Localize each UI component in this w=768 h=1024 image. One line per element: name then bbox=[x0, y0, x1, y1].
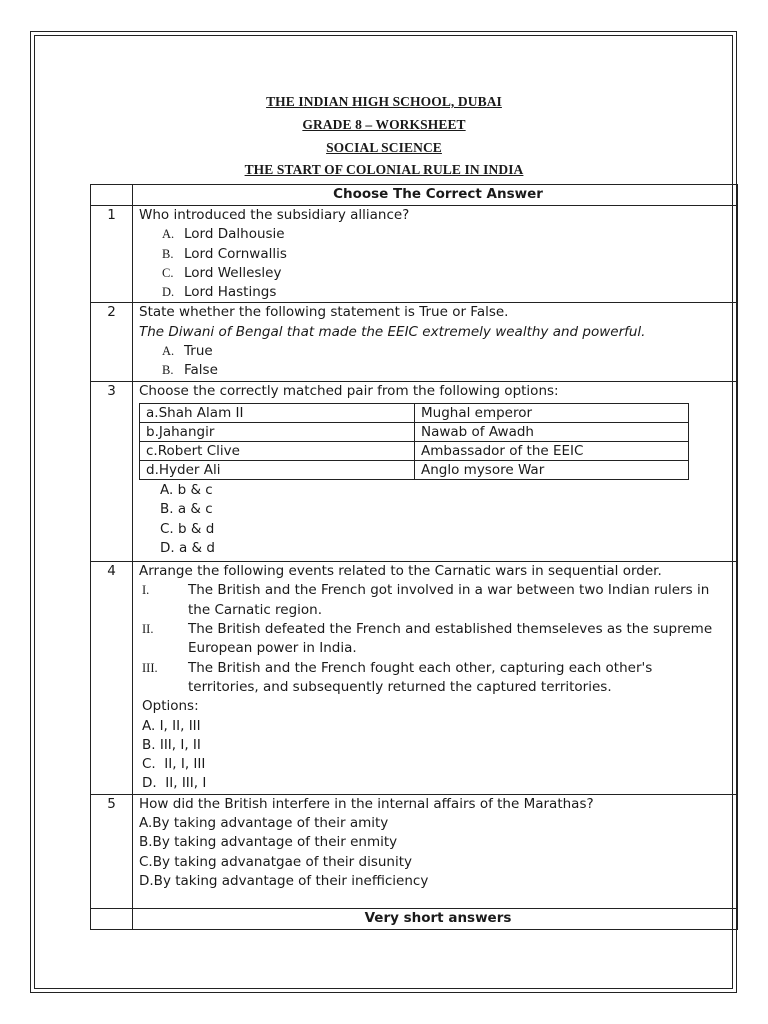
answer-option: D.By taking advantage of their inefficiency bbox=[139, 872, 429, 889]
answer-option: C. Lord Wellesley bbox=[162, 264, 282, 281]
answer-option: A. Lord Dalhousie bbox=[162, 226, 285, 243]
answer-option: A. b & c bbox=[160, 481, 213, 498]
subject-title: SOCIAL SCIENCE bbox=[326, 140, 442, 155]
question-number: 2 bbox=[91, 303, 133, 381]
pair-row: b.Jahangir Nawab of Awadh bbox=[140, 422, 689, 441]
school-name: THE INDIAN HIGH SCHOOL, DUBAI bbox=[266, 94, 502, 109]
question-text: State whether the following statement is True or False. bbox=[139, 304, 509, 321]
answer-option: C.By taking advanatgae of their disunity bbox=[139, 853, 413, 870]
pair-row: a.Shah Alam II Mughal emperor bbox=[140, 403, 689, 422]
answer-option: B. False bbox=[162, 362, 218, 379]
worksheet-table bbox=[90, 184, 738, 930]
question-row bbox=[91, 303, 738, 381]
answer-option: C. b & d bbox=[160, 520, 215, 537]
statement-text: The Diwani of Bengal that made the EEIC extremely wealthy and powerful. bbox=[139, 323, 646, 340]
question-number: 4 bbox=[91, 562, 133, 795]
answer-option: C. II, I, III bbox=[142, 756, 206, 773]
options-label: Options: bbox=[142, 698, 199, 715]
section-header-row bbox=[91, 908, 738, 929]
answer-option: D. Lord Hastings bbox=[162, 284, 277, 301]
answer-option: B.By taking advantage of their enmity bbox=[139, 834, 398, 851]
answer-option: D. II, III, I bbox=[142, 775, 207, 792]
question-row bbox=[91, 206, 738, 303]
answer-option: A.By taking advantage of their amity bbox=[139, 815, 389, 832]
question-row bbox=[91, 381, 738, 561]
question-text: Choose the correctly matched pair from the following options: bbox=[139, 382, 559, 399]
event-item: I. The British and the French got involved in a war between two Indian rulers in the Carnatic region. bbox=[142, 582, 710, 618]
answer-option: A. I, II, III bbox=[142, 717, 201, 734]
matching-pairs-table bbox=[139, 403, 689, 480]
answer-option: B. a & c bbox=[160, 501, 213, 518]
answer-option: B. Lord Cornwallis bbox=[162, 245, 287, 262]
section-title: Very short answers bbox=[364, 909, 512, 926]
event-item: II. The British defeated the French and established themseleves as the supreme European power in India. bbox=[142, 621, 713, 657]
section-header-row bbox=[91, 185, 738, 206]
question-row bbox=[91, 794, 738, 908]
event-item: III. The British and the French fought each other, capturing each other's territories, and subsequently returned the captured territories. bbox=[142, 659, 653, 695]
answer-option: D. a & d bbox=[160, 539, 215, 556]
question-text: Who introduced the subsidiary alliance? bbox=[139, 207, 410, 223]
question-row bbox=[91, 562, 738, 795]
answer-option: B. III, I, II bbox=[142, 736, 201, 753]
question-number: 1 bbox=[91, 206, 133, 303]
question-number: 5 bbox=[91, 794, 133, 908]
pair-row: d.Hyder Ali Anglo mysore War bbox=[140, 460, 689, 479]
question-number: 3 bbox=[91, 381, 133, 561]
question-text: Arrange the following events related to the Carnatic wars in sequential order. bbox=[139, 563, 662, 580]
answer-option: A. True bbox=[162, 343, 213, 360]
pair-row: c.Robert Clive Ambassador of the EEIC bbox=[140, 441, 689, 460]
grade-title: GRADE 8 – WORKSHEET bbox=[302, 117, 466, 132]
chapter-title: THE START OF COLONIAL RULE IN INDIA bbox=[244, 162, 524, 177]
question-text: How did the British interfere in the internal affairs of the Marathas? bbox=[139, 795, 594, 812]
section-title: Choose The Correct Answer bbox=[333, 186, 543, 202]
